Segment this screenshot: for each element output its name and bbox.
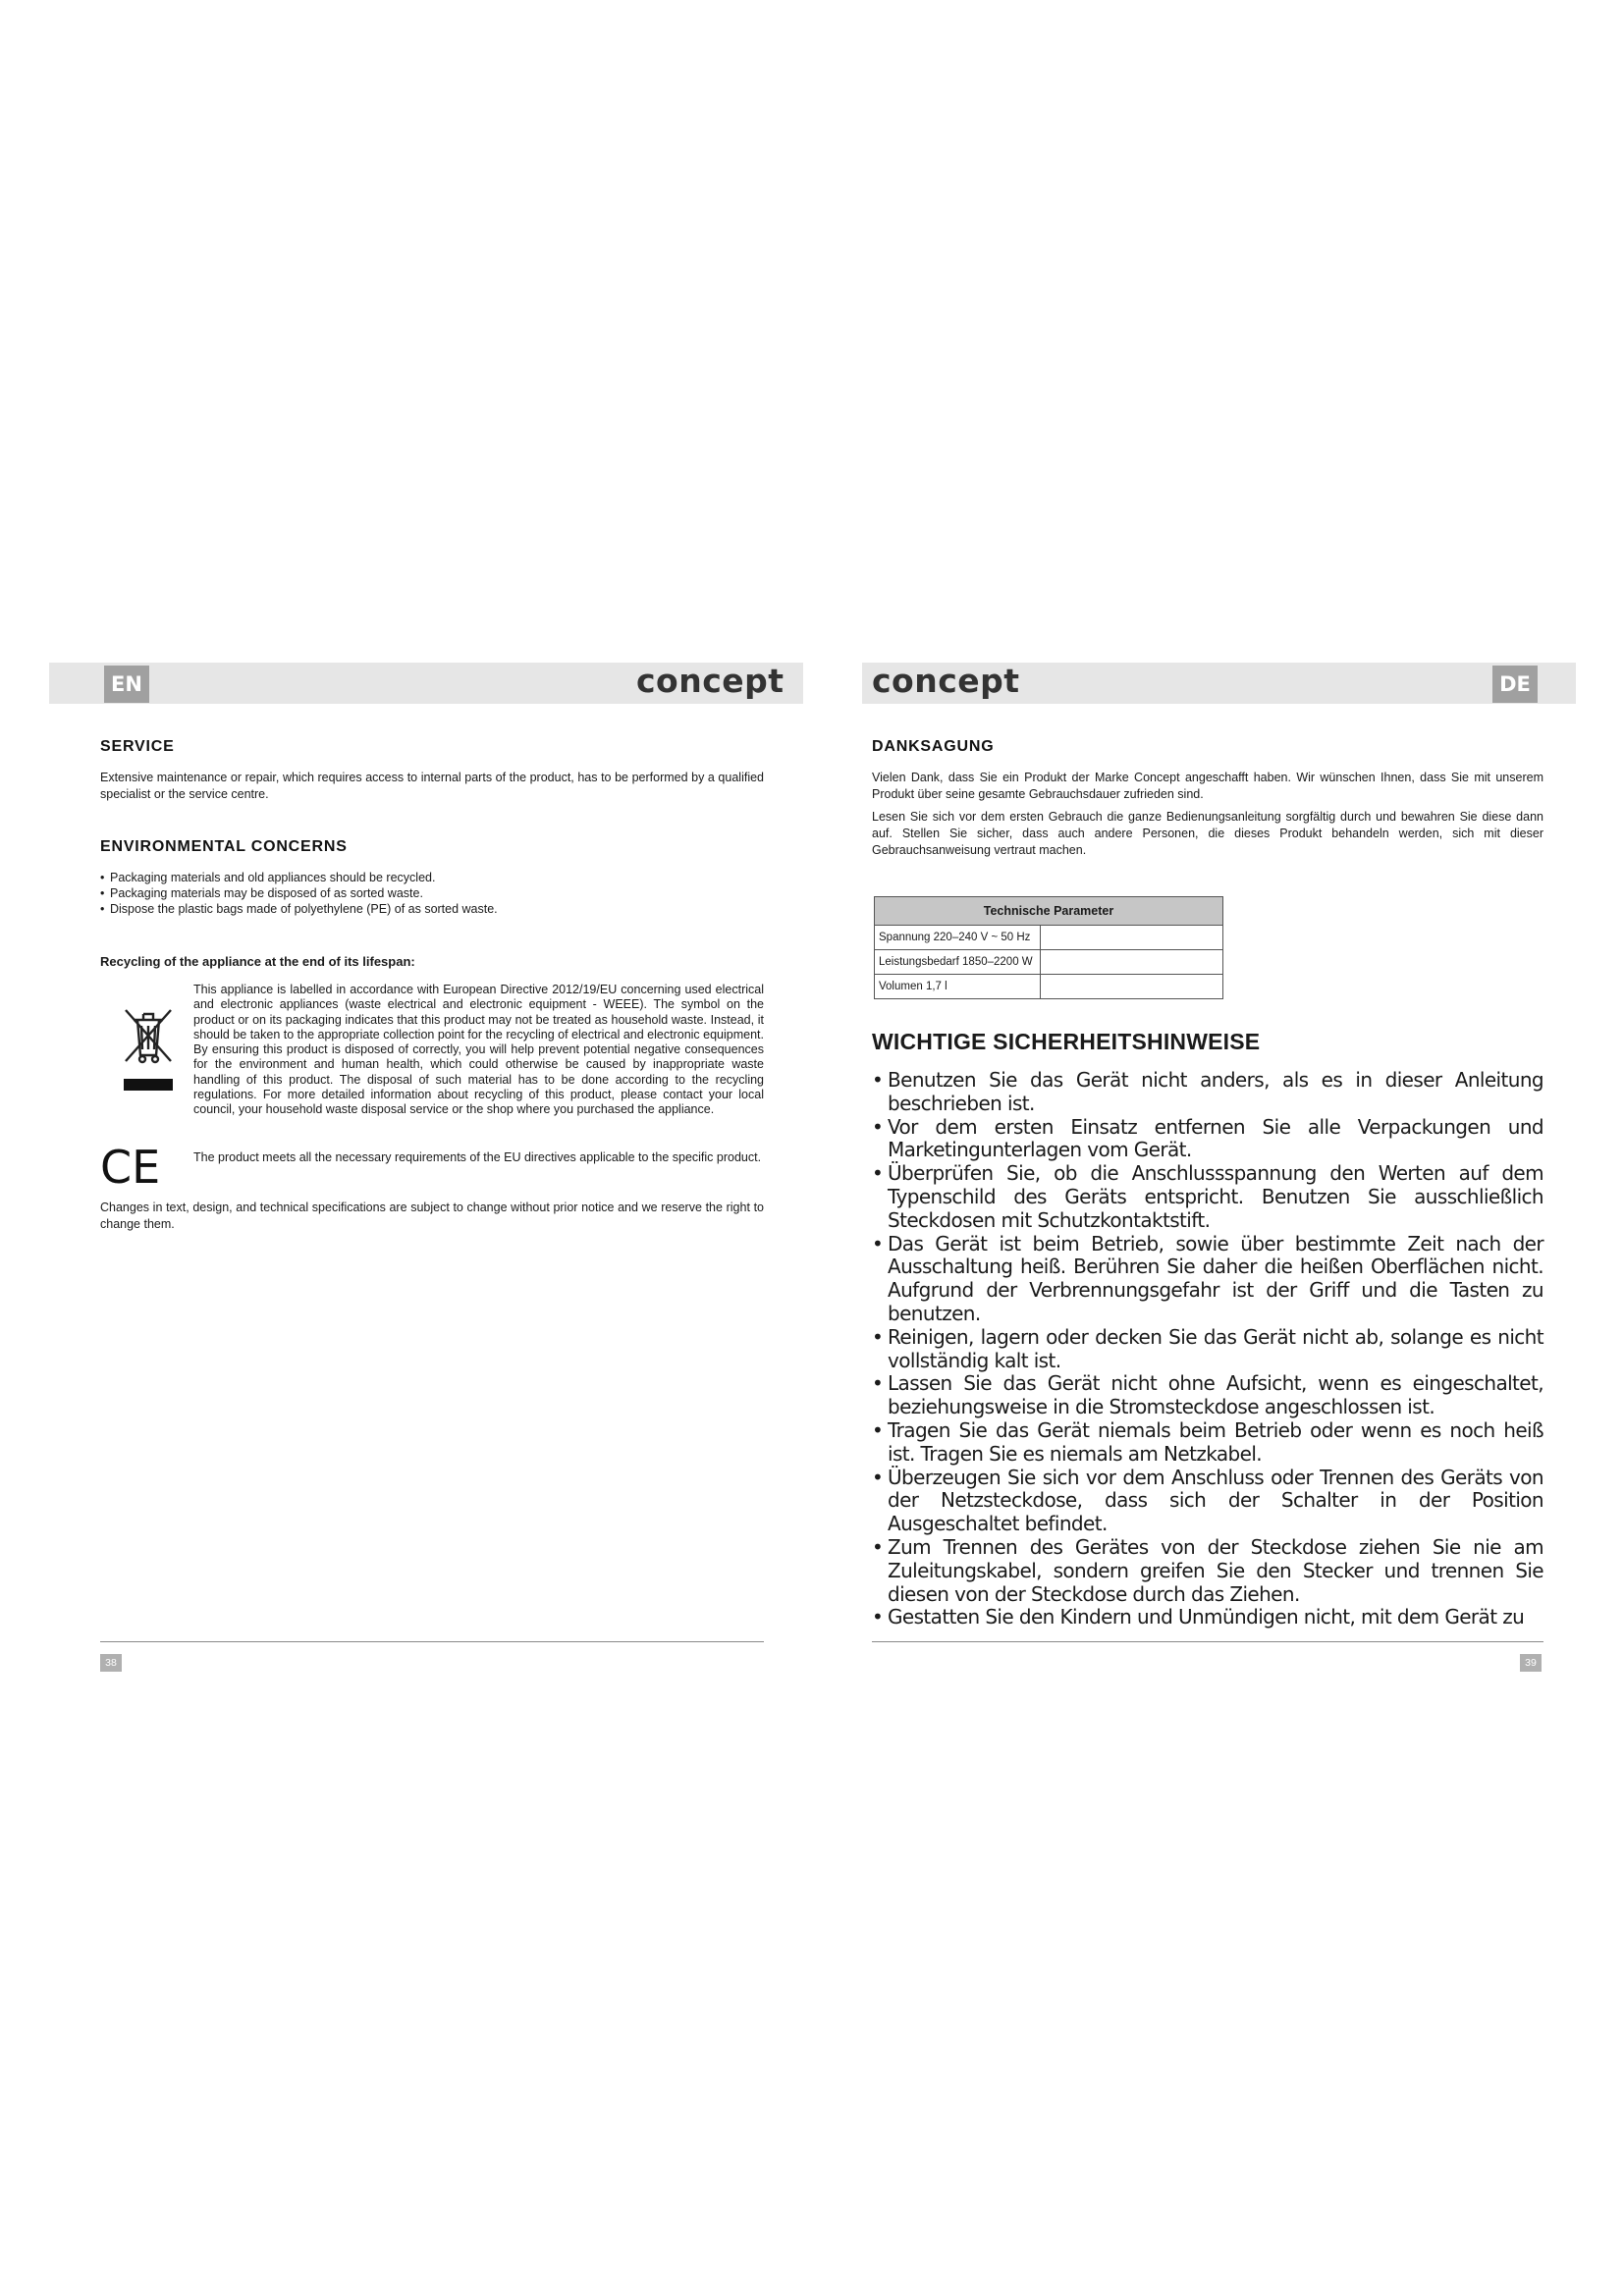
recycling-block [100, 983, 764, 1118]
table-row [875, 950, 1223, 975]
list-item: • Lassen Sie das Gerät nicht ohne Aufsicht, wenn es eingeschaltet, beziehungsweise in die Stromsteckdose angeschlossen ist. [872, 1372, 1543, 1419]
recycling-text: This appliance is labelled in accordance with European Directive 2012/19/EU concerning used electrical and electronic appliances (waste electrical and electronic equipment - WEEE). The symbol on the product or on its packaging indicates that this product may not be treated as household waste. Instead, it should be taken to the appropriate collection point for the recycling of electrical and electronic equipment. By ensuring this product is disposed of correctly, you will help prevent potential negative consequences for the environment and human health, which could otherwise be caused by inappropriate waste handling of this product. The disposal of such material has to be done according to the recycling regulations. For more detailed information about recycling of this product, please contact your local council, your household waste disposal service or the shop where you purchased the appliance. [193, 983, 764, 1117]
table-cell [1041, 975, 1223, 999]
page-number-right: 39 [1520, 1654, 1542, 1672]
environment-heading: ENVIRONMENTAL CONCERNS [100, 838, 348, 855]
page-number-left: 38 [100, 1654, 122, 1672]
list-item: • Packaging materials and old appliances should be recycled. [100, 870, 764, 885]
safety-list [872, 1069, 1543, 1629]
table-cell: Spannung 220–240 V ~ 50 Hz [875, 926, 1041, 950]
table-row [875, 926, 1223, 950]
list-item: • Überprüfen Sie, ob die Anschlussspannung den Werten auf dem Typenschild des Geräts entspricht. Benutzen Sie ausschließlich Steckdosen mit Schutzkontaktstift. [872, 1162, 1543, 1232]
list-item: • Zum Trennen des Gerätes von der Steckdose ziehen Sie nie am Zuleitungskabel, sondern greifen Sie den Stecker und trennen Sie diesen von der Steckdose durch das Ziehen. [872, 1536, 1543, 1606]
list-item: • Vor dem ersten Einsatz entfernen Sie alle Verpackungen und Marketingunterlagen vom Gerät. [872, 1116, 1543, 1163]
right-page-content [872, 738, 1543, 1629]
environment-list [100, 870, 764, 917]
service-text: Extensive maintenance or repair, which requires access to internal parts of the product, has to be performed by a qualified specialist or the service centre. [100, 771, 764, 801]
list-item: • Tragen Sie das Gerät niemals beim Betrieb oder wenn es noch heiß ist. Tragen Sie es niemals am Netzkabel. [872, 1419, 1543, 1467]
table-cell [1041, 926, 1223, 950]
list-item: • Gestatten Sie den Kindern und Unmündigen nicht, mit dem Gerät zu [872, 1606, 1543, 1629]
list-item: • Dispose the plastic bags made of polyethylene (PE) of as sorted waste. [100, 901, 764, 917]
ce-text: The product meets all the necessary requirements of the EU directives applicable to the specific product. [193, 1149, 762, 1164]
ce-block [100, 1141, 764, 1189]
list-item: • Reinigen, lagern oder decken Sie das Gerät nicht ab, solange es nicht vollständig kalt ist. [872, 1326, 1543, 1373]
list-item: • Packaging materials may be disposed of as sorted waste. [100, 885, 764, 901]
left-page-content [100, 738, 764, 1233]
changes-notice: Changes in text, design, and technical specifications are subject to change without prior notice and we reserve the right to change them. [100, 1200, 764, 1231]
technical-parameters-table [874, 896, 1223, 999]
footer-divider-right [872, 1641, 1543, 1642]
table-cell: Volumen 1,7 l [875, 975, 1041, 999]
list-item: • Das Gerät ist beim Betrieb, sowie über bestimmte Zeit nach der Ausschaltung heiß. Berühren Sie daher die heißen Oberflächen nicht. Aufgrund der Verbrennungsgefahr ist der Griff und die Tasten zu benutzen. [872, 1233, 1543, 1326]
safety-heading: WICHTIGE SICHERHEITSHINWEISE [872, 1029, 1261, 1054]
svg-text:CE: CE [100, 1141, 161, 1189]
ce-mark-icon [100, 1142, 169, 1189]
weee-crossed-bin-icon [120, 1004, 177, 1095]
list-item: • Überzeugen Sie sich vor dem Anschluss oder Trennen des Geräts von der Netzsteckdose, dass sich der Schalter in der Position Ausgeschaltet befindet. [872, 1467, 1543, 1536]
footer-divider-left [100, 1641, 764, 1642]
recycling-heading: Recycling of the appliance at the end of its lifespan: [100, 954, 415, 969]
concept-logo-left: concept [636, 662, 785, 700]
table-cell [1041, 950, 1223, 975]
language-badge-de: DE [1492, 666, 1538, 703]
table-row [875, 975, 1223, 999]
concept-logo-right: concept [872, 662, 1020, 700]
table-cell: Leistungsbedarf 1850–2200 W [875, 950, 1041, 975]
list-item: • Benutzen Sie das Gerät nicht anders, als es in dieser Anleitung beschrieben ist. [872, 1069, 1543, 1116]
table-header: Technische Parameter [875, 897, 1223, 926]
service-heading: SERVICE [100, 738, 175, 755]
thanks-paragraph-1: Vielen Dank, dass Sie ein Produkt der Marke Concept angeschafft haben. Wir wünschen Ihnen, dass Sie mit unserem Produkt über seine gesamte Gebrauchsdauer zufrieden sind. [872, 771, 1543, 801]
thanks-paragraph-2: Lesen Sie sich vor dem ersten Gebrauch die ganze Bedienungsanleitung sorgfältig durch und bewahren Sie diese dann auf. Stellen Sie sicher, dass auch andere Personen, die dieses Produkt behandeln werden, sich mit dieser Gebrauchsanweisung vertraut machen. [872, 810, 1543, 857]
language-badge-en: EN [104, 666, 149, 703]
thanks-heading: DANKSAGUNG [872, 738, 995, 755]
